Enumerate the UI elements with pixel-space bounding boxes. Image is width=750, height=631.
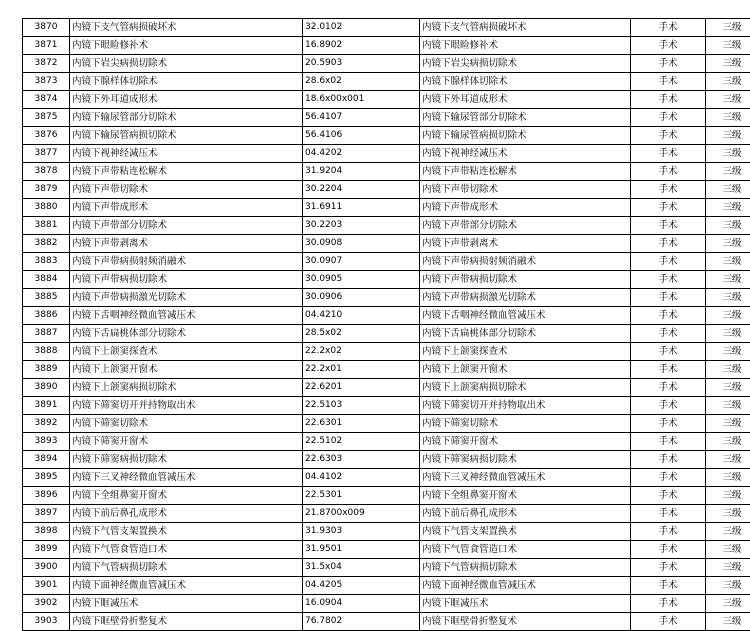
cell-序号: 3892	[23, 415, 70, 433]
table-row	[23, 253, 750, 271]
cell-序号: 3884	[23, 271, 70, 289]
cell-类别: 手术	[631, 253, 706, 271]
cell-手术名称: 内镜下声带粘连松解术	[70, 163, 303, 181]
cell-手术名称对照: 内镜下外耳道成形术	[420, 91, 631, 109]
cell-类别: 手术	[631, 19, 706, 37]
cell-编码: 30.0907	[303, 253, 420, 271]
cell-序号: 3876	[23, 127, 70, 145]
cell-编码: 30.0908	[303, 235, 420, 253]
cell-级别: 三级	[706, 577, 750, 595]
cell-编码: 30.2204	[303, 181, 420, 199]
cell-序号: 3889	[23, 361, 70, 379]
cell-级别: 三级	[706, 73, 750, 91]
cell-序号: 3871	[23, 37, 70, 55]
cell-类别: 手术	[631, 613, 706, 631]
table-row	[23, 469, 750, 487]
cell-级别: 三级	[706, 271, 750, 289]
table-row	[23, 199, 750, 217]
cell-类别: 手术	[631, 109, 706, 127]
table-row	[23, 415, 750, 433]
cell-级别: 三级	[706, 163, 750, 181]
table-row	[23, 505, 750, 523]
cell-序号: 3888	[23, 343, 70, 361]
cell-手术名称对照: 内镜下筛窦切开并持物取出术	[420, 397, 631, 415]
table-row	[23, 559, 750, 577]
cell-级别: 三级	[706, 181, 750, 199]
cell-手术名称: 内镜下筛窦切除术	[70, 415, 303, 433]
cell-手术名称: 内镜下气管病损切除术	[70, 559, 303, 577]
table-row	[23, 451, 750, 469]
table-row	[23, 433, 750, 451]
cell-手术名称对照: 内镜下气管支架置换术	[420, 523, 631, 541]
cell-类别: 手术	[631, 91, 706, 109]
cell-序号: 3901	[23, 577, 70, 595]
cell-编码: 22.5103	[303, 397, 420, 415]
cell-级别: 三级	[706, 343, 750, 361]
cell-编码: 28.5x02	[303, 325, 420, 343]
table-row	[23, 613, 750, 631]
cell-序号: 3896	[23, 487, 70, 505]
cell-手术名称对照: 内镜下全组鼻窦开窗术	[420, 487, 631, 505]
table-row	[23, 379, 750, 397]
cell-类别: 手术	[631, 397, 706, 415]
cell-序号: 3878	[23, 163, 70, 181]
table-row	[23, 289, 750, 307]
cell-手术名称对照: 内镜下气管食管造口术	[420, 541, 631, 559]
table-row	[23, 55, 750, 73]
table-row	[23, 523, 750, 541]
cell-序号: 3897	[23, 505, 70, 523]
cell-手术名称对照: 内镜下舌扁桃体部分切除术	[420, 325, 631, 343]
cell-编码: 31.5x04	[303, 559, 420, 577]
cell-序号: 3882	[23, 235, 70, 253]
cell-类别: 手术	[631, 289, 706, 307]
cell-类别: 手术	[631, 433, 706, 451]
cell-手术名称对照: 内镜下筛窦开窗术	[420, 433, 631, 451]
cell-类别: 手术	[631, 487, 706, 505]
cell-手术名称对照: 内镜下腺样体切除术	[420, 73, 631, 91]
table-row	[23, 127, 750, 145]
table-row	[23, 595, 750, 613]
cell-类别: 手术	[631, 343, 706, 361]
cell-手术名称对照: 内镜下筛窦病损切除术	[420, 451, 631, 469]
cell-手术名称: 内镜下声带剥离术	[70, 235, 303, 253]
cell-手术名称对照: 内镜下声带剥离术	[420, 235, 631, 253]
cell-序号: 3875	[23, 109, 70, 127]
cell-级别: 三级	[706, 91, 750, 109]
cell-序号: 3870	[23, 19, 70, 37]
cell-手术名称对照: 内镜下声带部分切除术	[420, 217, 631, 235]
cell-类别: 手术	[631, 163, 706, 181]
cell-编码: 22.6301	[303, 415, 420, 433]
cell-级别: 三级	[706, 451, 750, 469]
cell-编码: 56.4106	[303, 127, 420, 145]
cell-序号: 3877	[23, 145, 70, 163]
cell-类别: 手术	[631, 145, 706, 163]
cell-级别: 三级	[706, 487, 750, 505]
cell-编码: 30.0905	[303, 271, 420, 289]
cell-级别: 三级	[706, 307, 750, 325]
cell-手术名称: 内镜下声带部分切除术	[70, 217, 303, 235]
cell-手术名称: 内镜下外耳道成形术	[70, 91, 303, 109]
cell-类别: 手术	[631, 199, 706, 217]
cell-编码: 22.2x02	[303, 343, 420, 361]
cell-编码: 04.4210	[303, 307, 420, 325]
cell-编码: 31.9204	[303, 163, 420, 181]
procedure-table	[22, 18, 750, 631]
cell-手术名称对照: 内镜下声带病损切除术	[420, 271, 631, 289]
cell-编码: 21.8700x009	[303, 505, 420, 523]
cell-手术名称: 内镜下筛窦开窗术	[70, 433, 303, 451]
cell-手术名称对照: 内镜下三叉神经微血管减压术	[420, 469, 631, 487]
cell-级别: 三级	[706, 253, 750, 271]
cell-级别: 三级	[706, 397, 750, 415]
cell-序号: 3883	[23, 253, 70, 271]
cell-手术名称对照: 内镜下上颌窦病损切除术	[420, 379, 631, 397]
cell-级别: 三级	[706, 109, 750, 127]
cell-手术名称: 内镜下上颌窦开窗术	[70, 361, 303, 379]
cell-级别: 三级	[706, 559, 750, 577]
cell-级别: 三级	[706, 289, 750, 307]
cell-手术名称: 内镜下腺样体切除术	[70, 73, 303, 91]
cell-编码: 20.5903	[303, 55, 420, 73]
cell-序号: 3887	[23, 325, 70, 343]
cell-序号: 3898	[23, 523, 70, 541]
cell-类别: 手术	[631, 523, 706, 541]
cell-编码: 18.6x00x001	[303, 91, 420, 109]
cell-编码: 04.4205	[303, 577, 420, 595]
table-row	[23, 91, 750, 109]
cell-类别: 手术	[631, 505, 706, 523]
table-row	[23, 325, 750, 343]
table-row	[23, 19, 750, 37]
cell-类别: 手术	[631, 235, 706, 253]
cell-手术名称对照: 内镜下支气管病损破坏术	[420, 19, 631, 37]
cell-编码: 22.5102	[303, 433, 420, 451]
cell-级别: 三级	[706, 613, 750, 631]
cell-手术名称: 内镜下三叉神经微血管减压术	[70, 469, 303, 487]
cell-序号: 3899	[23, 541, 70, 559]
cell-级别: 三级	[706, 595, 750, 613]
table-row	[23, 217, 750, 235]
cell-类别: 手术	[631, 415, 706, 433]
table-row	[23, 271, 750, 289]
cell-编码: 56.4107	[303, 109, 420, 127]
cell-手术名称: 内镜下气管支架置换术	[70, 523, 303, 541]
cell-级别: 三级	[706, 325, 750, 343]
cell-编码: 04.4202	[303, 145, 420, 163]
cell-编码: 04.4102	[303, 469, 420, 487]
cell-类别: 手术	[631, 541, 706, 559]
cell-级别: 三级	[706, 37, 750, 55]
cell-类别: 手术	[631, 379, 706, 397]
table-row	[23, 181, 750, 199]
cell-编码: 16.8902	[303, 37, 420, 55]
cell-编码: 28.6x02	[303, 73, 420, 91]
cell-编码: 30.0906	[303, 289, 420, 307]
table-row	[23, 109, 750, 127]
table-row	[23, 145, 750, 163]
table-row	[23, 487, 750, 505]
cell-级别: 三级	[706, 505, 750, 523]
cell-级别: 三级	[706, 127, 750, 145]
cell-序号: 3903	[23, 613, 70, 631]
cell-手术名称: 内镜下声带病损射频消融术	[70, 253, 303, 271]
cell-序号: 3886	[23, 307, 70, 325]
cell-类别: 手术	[631, 325, 706, 343]
cell-手术名称: 内镜下眶减压术	[70, 595, 303, 613]
cell-手术名称对照: 内镜下眶减压术	[420, 595, 631, 613]
cell-手术名称对照: 内镜下上颌窦开窗术	[420, 361, 631, 379]
cell-手术名称: 内镜下筛窦切开并持物取出术	[70, 397, 303, 415]
cell-类别: 手术	[631, 307, 706, 325]
cell-手术名称对照: 内镜下输尿管部分切除术	[420, 109, 631, 127]
cell-手术名称: 内镜下声带成形术	[70, 199, 303, 217]
cell-手术名称: 内镜下视神经减压术	[70, 145, 303, 163]
cell-级别: 三级	[706, 541, 750, 559]
cell-序号: 3879	[23, 181, 70, 199]
cell-手术名称: 内镜下声带切除术	[70, 181, 303, 199]
cell-类别: 手术	[631, 73, 706, 91]
cell-序号: 3890	[23, 379, 70, 397]
cell-手术名称对照: 内镜下眼睑修补术	[420, 37, 631, 55]
cell-手术名称: 内镜下前后鼻孔成形术	[70, 505, 303, 523]
cell-手术名称: 内镜下面神经微血管减压术	[70, 577, 303, 595]
cell-手术名称: 内镜下声带病损切除术	[70, 271, 303, 289]
cell-类别: 手术	[631, 469, 706, 487]
cell-手术名称: 内镜下舌扁桃体部分切除术	[70, 325, 303, 343]
cell-手术名称对照: 内镜下声带病损射频消融术	[420, 253, 631, 271]
table-body	[23, 19, 750, 631]
cell-类别: 手术	[631, 451, 706, 469]
cell-手术名称对照: 内镜下前后鼻孔成形术	[420, 505, 631, 523]
cell-手术名称对照: 内镜下声带病损激光切除术	[420, 289, 631, 307]
cell-级别: 三级	[706, 361, 750, 379]
cell-级别: 三级	[706, 433, 750, 451]
table-row	[23, 577, 750, 595]
cell-级别: 三级	[706, 523, 750, 541]
table-row	[23, 73, 750, 91]
cell-类别: 手术	[631, 559, 706, 577]
cell-手术名称: 内镜下全组鼻窦开窗术	[70, 487, 303, 505]
table-row	[23, 343, 750, 361]
cell-序号: 3891	[23, 397, 70, 415]
cell-级别: 三级	[706, 145, 750, 163]
cell-编码: 16.0904	[303, 595, 420, 613]
cell-序号: 3885	[23, 289, 70, 307]
table-row	[23, 163, 750, 181]
cell-级别: 三级	[706, 379, 750, 397]
cell-编码: 32.0102	[303, 19, 420, 37]
cell-序号: 3900	[23, 559, 70, 577]
cell-序号: 3873	[23, 73, 70, 91]
cell-编码: 31.9501	[303, 541, 420, 559]
table-row	[23, 397, 750, 415]
cell-编码: 22.6303	[303, 451, 420, 469]
cell-手术名称: 内镜下岩尖病损切除术	[70, 55, 303, 73]
cell-手术名称: 内镜下气管食管造口术	[70, 541, 303, 559]
cell-编码: 30.2203	[303, 217, 420, 235]
cell-编码: 31.6911	[303, 199, 420, 217]
table-row	[23, 307, 750, 325]
cell-编码: 22.5301	[303, 487, 420, 505]
cell-编码: 22.2x01	[303, 361, 420, 379]
cell-手术名称: 内镜下舌咽神经微血管减压术	[70, 307, 303, 325]
cell-级别: 三级	[706, 469, 750, 487]
cell-编码: 31.9303	[303, 523, 420, 541]
cell-序号: 3872	[23, 55, 70, 73]
cell-类别: 手术	[631, 595, 706, 613]
cell-手术名称对照: 内镜下声带成形术	[420, 199, 631, 217]
cell-手术名称: 内镜下上颌窦探查术	[70, 343, 303, 361]
cell-类别: 手术	[631, 271, 706, 289]
cell-序号: 3894	[23, 451, 70, 469]
cell-手术名称对照: 内镜下气管病损切除术	[420, 559, 631, 577]
cell-序号: 3880	[23, 199, 70, 217]
cell-类别: 手术	[631, 127, 706, 145]
cell-级别: 三级	[706, 235, 750, 253]
table-row	[23, 541, 750, 559]
cell-级别: 三级	[706, 199, 750, 217]
table-row	[23, 37, 750, 55]
cell-手术名称: 内镜下上颌窦病损切除术	[70, 379, 303, 397]
cell-手术名称: 内镜下输尿管部分切除术	[70, 109, 303, 127]
cell-级别: 三级	[706, 55, 750, 73]
cell-手术名称对照: 内镜下舌咽神经微血管减压术	[420, 307, 631, 325]
cell-序号: 3895	[23, 469, 70, 487]
cell-类别: 手术	[631, 217, 706, 235]
cell-手术名称对照: 内镜下眶壁骨折整复术	[420, 613, 631, 631]
cell-级别: 三级	[706, 217, 750, 235]
cell-手术名称对照: 内镜下视神经减压术	[420, 145, 631, 163]
cell-手术名称: 内镜下筛窦病损切除术	[70, 451, 303, 469]
cell-序号: 3881	[23, 217, 70, 235]
table-row	[23, 235, 750, 253]
cell-序号: 3893	[23, 433, 70, 451]
cell-类别: 手术	[631, 361, 706, 379]
cell-序号: 3874	[23, 91, 70, 109]
cell-编码: 22.6201	[303, 379, 420, 397]
cell-手术名称对照: 内镜下上颌窦探查术	[420, 343, 631, 361]
cell-级别: 三级	[706, 19, 750, 37]
cell-级别: 三级	[706, 415, 750, 433]
cell-手术名称对照: 内镜下声带切除术	[420, 181, 631, 199]
cell-编码: 76.7802	[303, 613, 420, 631]
cell-类别: 手术	[631, 37, 706, 55]
cell-序号: 3902	[23, 595, 70, 613]
cell-手术名称对照: 内镜下筛窦切除术	[420, 415, 631, 433]
cell-手术名称对照: 内镜下岩尖病损切除术	[420, 55, 631, 73]
cell-类别: 手术	[631, 55, 706, 73]
cell-手术名称: 内镜下眶壁骨折整复术	[70, 613, 303, 631]
cell-手术名称: 内镜下输尿管病损切除术	[70, 127, 303, 145]
cell-类别: 手术	[631, 181, 706, 199]
table-row	[23, 361, 750, 379]
cell-手术名称对照: 内镜下输尿管病损切除术	[420, 127, 631, 145]
cell-手术名称对照: 内镜下声带粘连松解术	[420, 163, 631, 181]
cell-手术名称: 内镜下眼睑修补术	[70, 37, 303, 55]
cell-类别: 手术	[631, 577, 706, 595]
cell-手术名称: 内镜下声带病损激光切除术	[70, 289, 303, 307]
cell-手术名称: 内镜下支气管病损破坏术	[70, 19, 303, 37]
cell-手术名称对照: 内镜下面神经微血管减压术	[420, 577, 631, 595]
